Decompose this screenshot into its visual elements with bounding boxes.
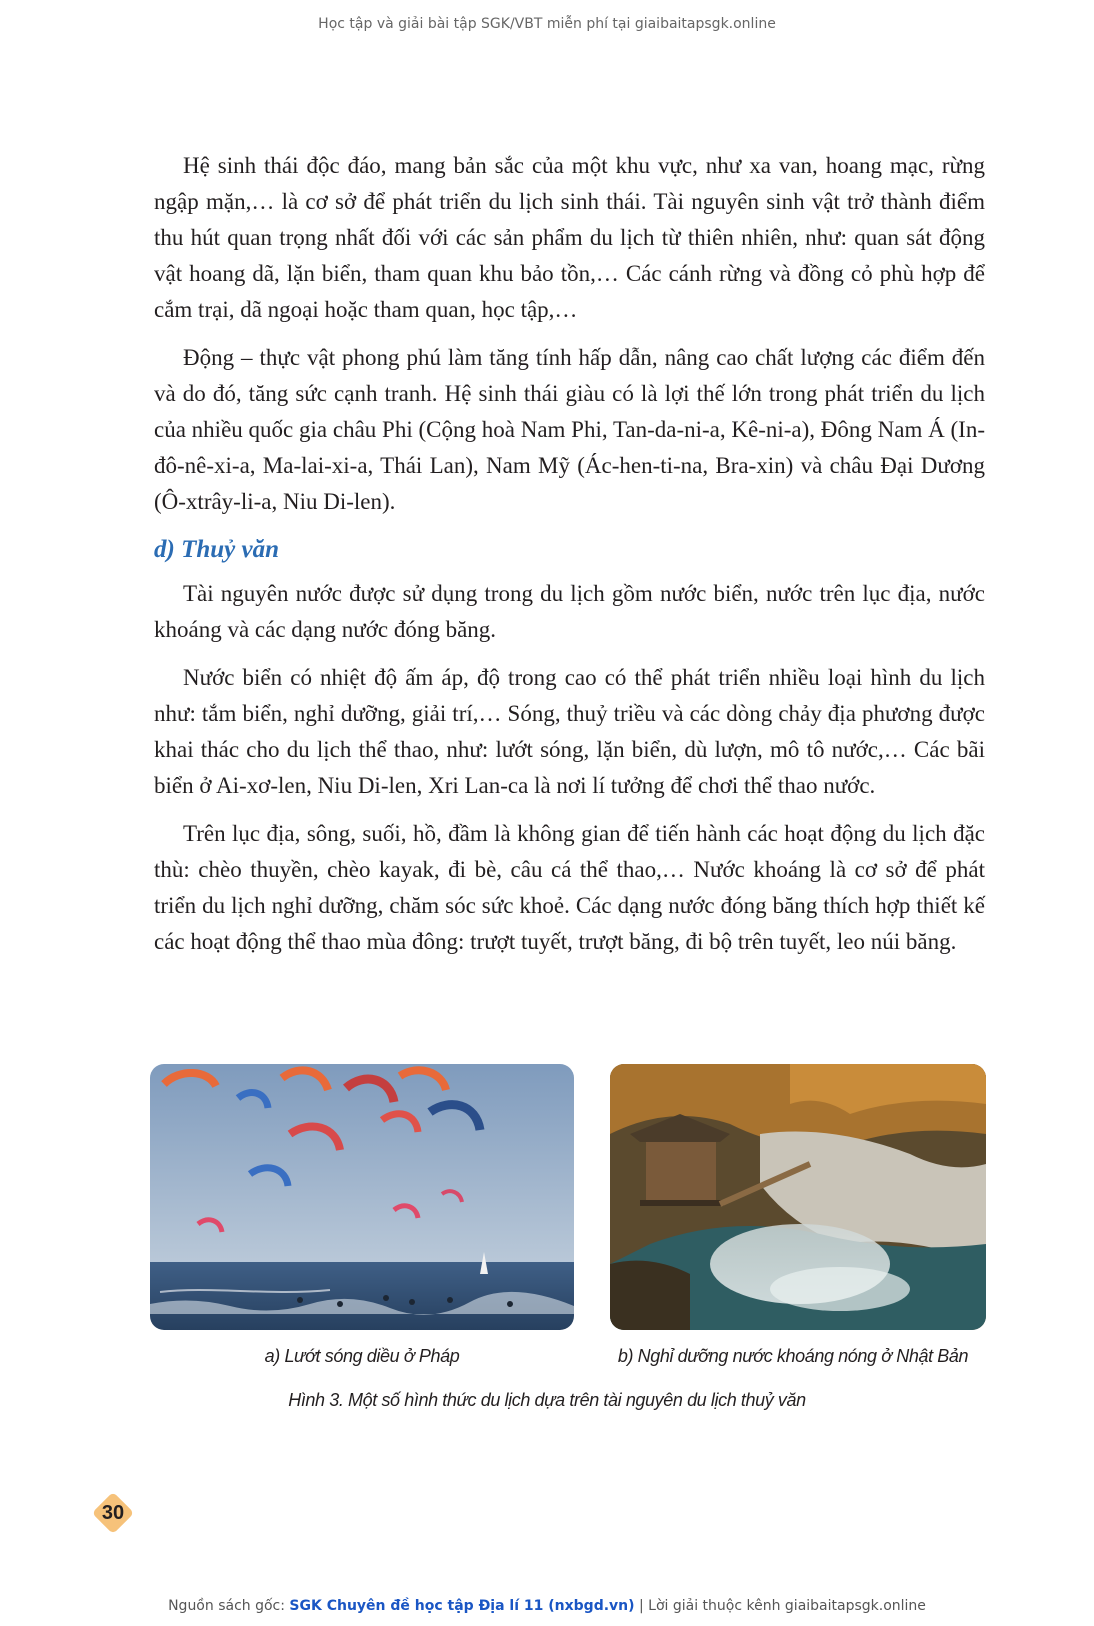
figure-row [150, 1064, 986, 1330]
section-heading-hydrology: d) Thuỷ văn [154, 536, 279, 563]
footer-source-link[interactable]: SGK Chuyên đề học tập Địa lí 11 (nxbgd.vn) [289, 1598, 635, 1614]
site-header: Học tập và giải bài tập SGK/VBT miễn phí tại giaibaitapsgk.online [318, 16, 776, 32]
paragraph-water-resources: Tài nguyên nước được sử dụng trong du lịch gồm nước biển, nước trên lục địa, nước khoáng và các dạng nước đóng băng. [154, 581, 985, 642]
kitesurfing-photo [150, 1064, 574, 1330]
site-footer [0, 1598, 1094, 1614]
paragraph-biodiversity: Động – thực vật phong phú làm tăng tính hấp dẫn, nâng cao chất lượng các điểm đến và do đó, tăng sức cạnh tranh. Hệ sinh thái giàu có là lợi thế lớn trong phát triển du lịch của nhiều quốc gia châu Phi (Cộng hoà Nam Phi, Tan-da-ni-a, Kê-ni-a), Đông Nam Á (In-đô-nê-xi-a, Ma-lai-xi-a, Thái Lan), Nam Mỹ (Ác-hen-ti-na, Bra-xin) và châu Đại Dương (Ô-xtrây-li-a, Niu Di-len). [154, 345, 985, 514]
paragraph-sea-water: Nước biển có nhiệt độ ấm áp, độ trong cao có thể phát triển nhiều loại hình du lịch như: tắm biển, nghỉ dưỡng, giải trí,… Sóng, thuỷ triều và các dòng chảy địa phương được khai thác cho du lịch thể thao, như: lướt sóng, lặn biển, dù lượn, mô tô nước,… Các bãi biển ở Ai-xơ-len, Niu Di-len, Xri Lan-ca là nơi lí tưởng để chơi thể thao nước. [154, 665, 985, 798]
figure-caption-a: a) Lướt sóng diều ở Pháp [264, 1346, 460, 1366]
footer-prefix: Nguồn sách gốc: [168, 1598, 290, 1614]
figure-title: Hình 3. Một số hình thức du lịch dựa trên tài nguyên du lịch thuỷ văn [288, 1390, 806, 1410]
figure-caption-b: b) Nghỉ dưỡng nước khoáng nóng ở Nhật Bản [617, 1346, 969, 1366]
page-number: 30 [101, 1502, 125, 1524]
page-number-badge [92, 1492, 134, 1534]
paragraph-inland-water: Trên lục địa, sông, suối, hồ, đầm là không gian để tiến hành các hoạt động du lịch đặc thù: chèo thuyền, chèo kayak, đi bè, câu cá thể thao,… Nước khoáng là cơ sở để phát triển du lịch nghỉ dưỡng, chăm sóc sức khoẻ. Các dạng nước đóng băng thích hợp thiết kế các hoạt động thể thao mùa đông: trượt tuyết, trượt băng, đi bộ trên tuyết, leo núi băng. [154, 821, 985, 954]
hot-spring-photo [610, 1064, 986, 1330]
footer-suffix: | Lời giải thuộc kênh giaibaitapsgk.online [634, 1598, 926, 1614]
paragraph-ecosystem: Hệ sinh thái độc đáo, mang bản sắc của một khu vực, như xa van, hoang mạc, rừng ngập mặn,… là cơ sở để phát triển du lịch sinh thái. Tài nguyên sinh vật trở thành điểm thu hút quan trọng nhất đối với các sản phẩm du lịch từ thiên nhiên, như: quan sát động vật hoang dã, lặn biển, tham quan khu bảo tồn,… Các cánh rừng và đồng cỏ phù hợp để cắm trại, dã ngoại hoặc tham quan, học tập,… [154, 153, 985, 322]
page-content [154, 148, 985, 972]
